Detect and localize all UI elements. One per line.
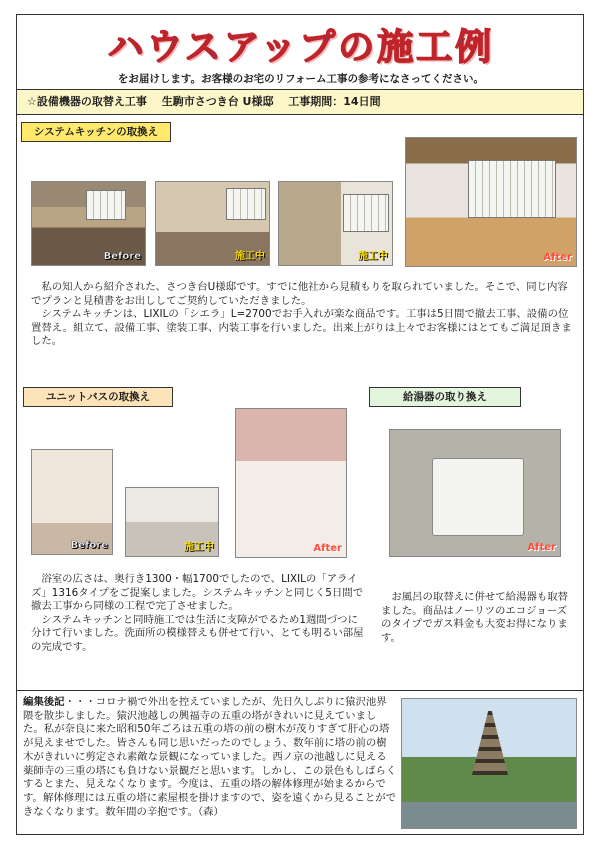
pagoda-photo xyxy=(401,698,577,829)
photo-tag: 施工中 xyxy=(358,251,388,262)
photo-tag: 施工中 xyxy=(184,542,214,553)
bath-description: 浴室の広さは、奥行き1300・幅1700でしたので、LIXILの「アライズ」1316タイプをご提案しました。システムキッチンと同じく5日間で撤去工事から同様の工程で完了させました。 システムキッチンと同時施工では生活に支障がでるため1週間づつに分けて行いました。洗面所の模様替えも併せて行い、とても明るい部屋の完成です。 xyxy=(31,573,364,653)
kitchen-after-photo xyxy=(405,137,577,267)
photo-tag: After xyxy=(543,252,572,263)
bath-construction-photo xyxy=(125,487,219,557)
photo-tag: Before xyxy=(103,251,141,262)
water-heater-section-label: 給湯器の取り換え xyxy=(369,387,521,407)
window-graphic xyxy=(86,190,126,220)
editor-note xyxy=(23,696,397,819)
photo-tag: After xyxy=(313,543,342,554)
kitchen-construction-photo-1 xyxy=(155,181,270,266)
window-graphic xyxy=(468,160,556,218)
project-summary-bar: ☆設備機器の取替え工事 生駒市さつき台 U様邸 工事期間：14日間 xyxy=(17,89,583,115)
photo-tag: After xyxy=(527,542,556,553)
window-graphic xyxy=(226,188,266,220)
photo-tag: 施工中 xyxy=(235,251,265,262)
water-heater-after-photo xyxy=(389,429,561,557)
photo-tag: Before xyxy=(70,540,108,551)
water-heater-unit-graphic xyxy=(432,458,524,536)
newsletter-title: ハウスアップの施工例 xyxy=(107,27,495,68)
kitchen-before-photo xyxy=(31,181,146,266)
window-graphic xyxy=(343,194,389,232)
editor-note-text: ・・・コロナ禍で外出を控えていましたが、先日久しぶりに猿沢池界隈を散歩しました。猿沢池越しの興福寺の五重の塔がきれいに見えていました。私が奈良に来た昭和50年ごろは五重の塔の前の樹木が茂りすぎて肝心の塔が見えませでした。皆さんも同じ思いだったのでしょう、数年前に塔の前の樹木がきれいに剪定され素敵な景観になっていました。西ノ京の池越しに見える薬師寺の三重の塔にも負けない景観だと思います。しかし、この景色もしばらくするとまた、見えなくなります。今度は、五重の塔の解体修理が始まるからです。解体修理には五重の塔に素屋根を掛けますので、姿を遠くから見ることができなくなります。数年間の辛抱です。（森） xyxy=(23,696,397,818)
newsletter-subtitle: をお届けします。お客様のお宅のリフォーム工事の参考になさってください。 xyxy=(117,73,485,85)
kitchen-section-label: システムキッチンの取換え xyxy=(21,122,171,142)
pagoda-tower-graphic xyxy=(472,711,508,775)
editor-note-heading: 編集後記 xyxy=(23,696,65,708)
kitchen-construction-photo-2 xyxy=(278,181,393,266)
bath-after-photo xyxy=(235,408,347,558)
bath-before-photo xyxy=(31,449,113,555)
bath-section-label: ユニットバスの取換え xyxy=(23,387,173,407)
water-heater-description: お風呂の取替えに併せて給湯器も取替ました。商品はノーリツのエコジョーズのタイプでガス料金も大変お得になります。 xyxy=(381,591,569,644)
kitchen-description: 私の知人から紹介された、さつき台U様邸です。すでに他社から見積もりを取られていました。そこで、同じ内容でプランと見積書をお出ししてご契約していただきました。 システムキッチンは、LIXILの「シエラ」L=2700でお手入れが楽な商品です。工事は5日間で撤去工事、設備の位置替え。組立て、設備工事、塗装工事、内装工事を行いました。出来上がりは上々でお客様にはとてもご満足頂きました。 xyxy=(31,281,572,348)
newsletter-frame xyxy=(16,14,584,835)
